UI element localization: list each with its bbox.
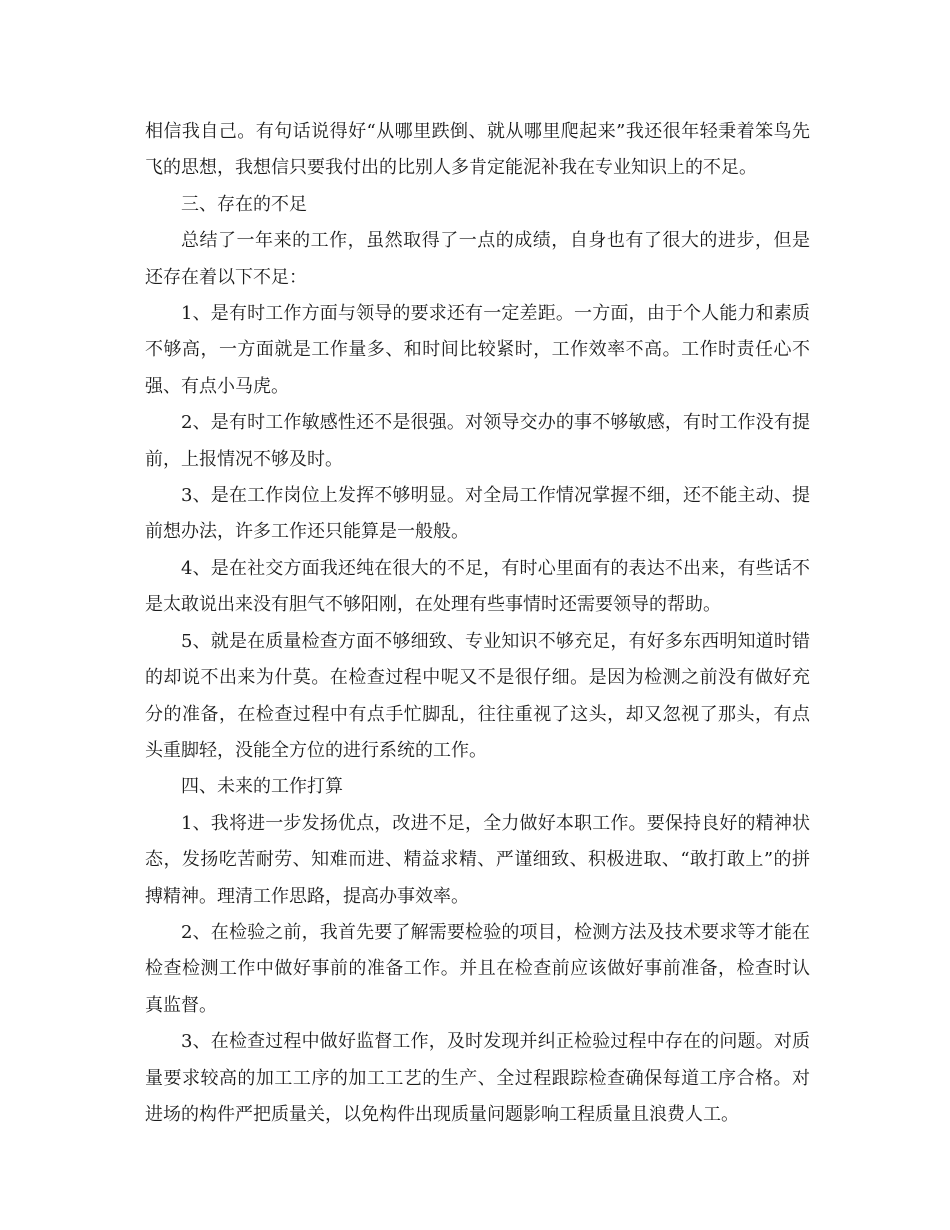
paragraph-shortcoming-1: 1、是有时工作方面与领导的要求还有一定差距。一方面，由于个人能力和素质不够高，一方面就是工作量多、和时间比较紧时，工作效率不高。工作时责任心不强、有点小马虎。: [145, 303, 810, 397]
paragraph-shortcoming-4: 4、是在社交方面我还纯在很大的不足，有时心里面有的表达不出来，有些话不是太敢说出来没有胆气不够阳刚，在处理有些事情时还需要领导的帮助。: [145, 557, 810, 616]
paragraph-plan-3: 3、在检查过程中做好监督工作，及时发现并纠正检验过程中存在的问题。对质量要求较高的加工工序的加工工艺的生产、全过程跟踪检查确保每道工序合格。对进场的构件严把质量关，以免构件出现质量问题影响工程质量且浪费人工。: [145, 1031, 810, 1125]
paragraph-shortcoming-3: 3、是在工作岗位上发挥不够明显。对全局工作情况掌握不细，还不能主动、提前想办法，许多工作还只能算是一般般。: [145, 485, 810, 543]
paragraph-continuation: 相信我自己。有句话说得好“从哪里跌倒、就从哪里爬起来”我还很年轻秉着笨鸟先飞的思想，我想信只要我付出的比别人多肯定能泥补我在专业知识上的不足。: [145, 121, 810, 179]
section-heading-shortcomings: 三、存在的不足: [181, 193, 307, 215]
paragraph-shortcoming-5: 5、就是在质量检查方面不够细致、专业知识不够充足，有好多东西明知道时错的却说不出来为什莫。在检查过程中呢又不是很仔细。是因为检测之前没有做好充分的准备，在检查过程中有点手忙脚乱，往往重视了这头，却又忽视了那头，有点头重脚轻，没能全方位的进行系统的工作。: [145, 630, 810, 761]
paragraph-plan-1: 1、我将进一步发扬优点，改进不足，全力做好本职工作。要保持良好的精神状态，发扬吃苦耐劳、知难而进、精益求精、严谨细致、积极进取、“敢打敢上”的拼搏精神。理清工作思路，提高办事效率。: [145, 812, 810, 907]
section-heading-future-plans: 四、未来的工作打算: [181, 776, 343, 798]
paragraph-summary: 总结了一年来的工作，虽然取得了一点的成绩，自身也有了很大的进步，但是还存在着以下不足：: [145, 230, 810, 288]
document-body: [145, 114, 810, 1133]
paragraph-shortcoming-2: 2、是有时工作敏感性还不是很强。对领导交办的事不够敏感，有时工作没有提前，上报情况不够及时。: [145, 412, 810, 470]
paragraph-plan-2: 2、在检验之前，我首先要了解需要检验的项目，检测方法及技术要求等才能在检查检测工作中做好事前的准备工作。并且在检查前应该做好事前准备，检查时认真监督。: [145, 921, 810, 1016]
